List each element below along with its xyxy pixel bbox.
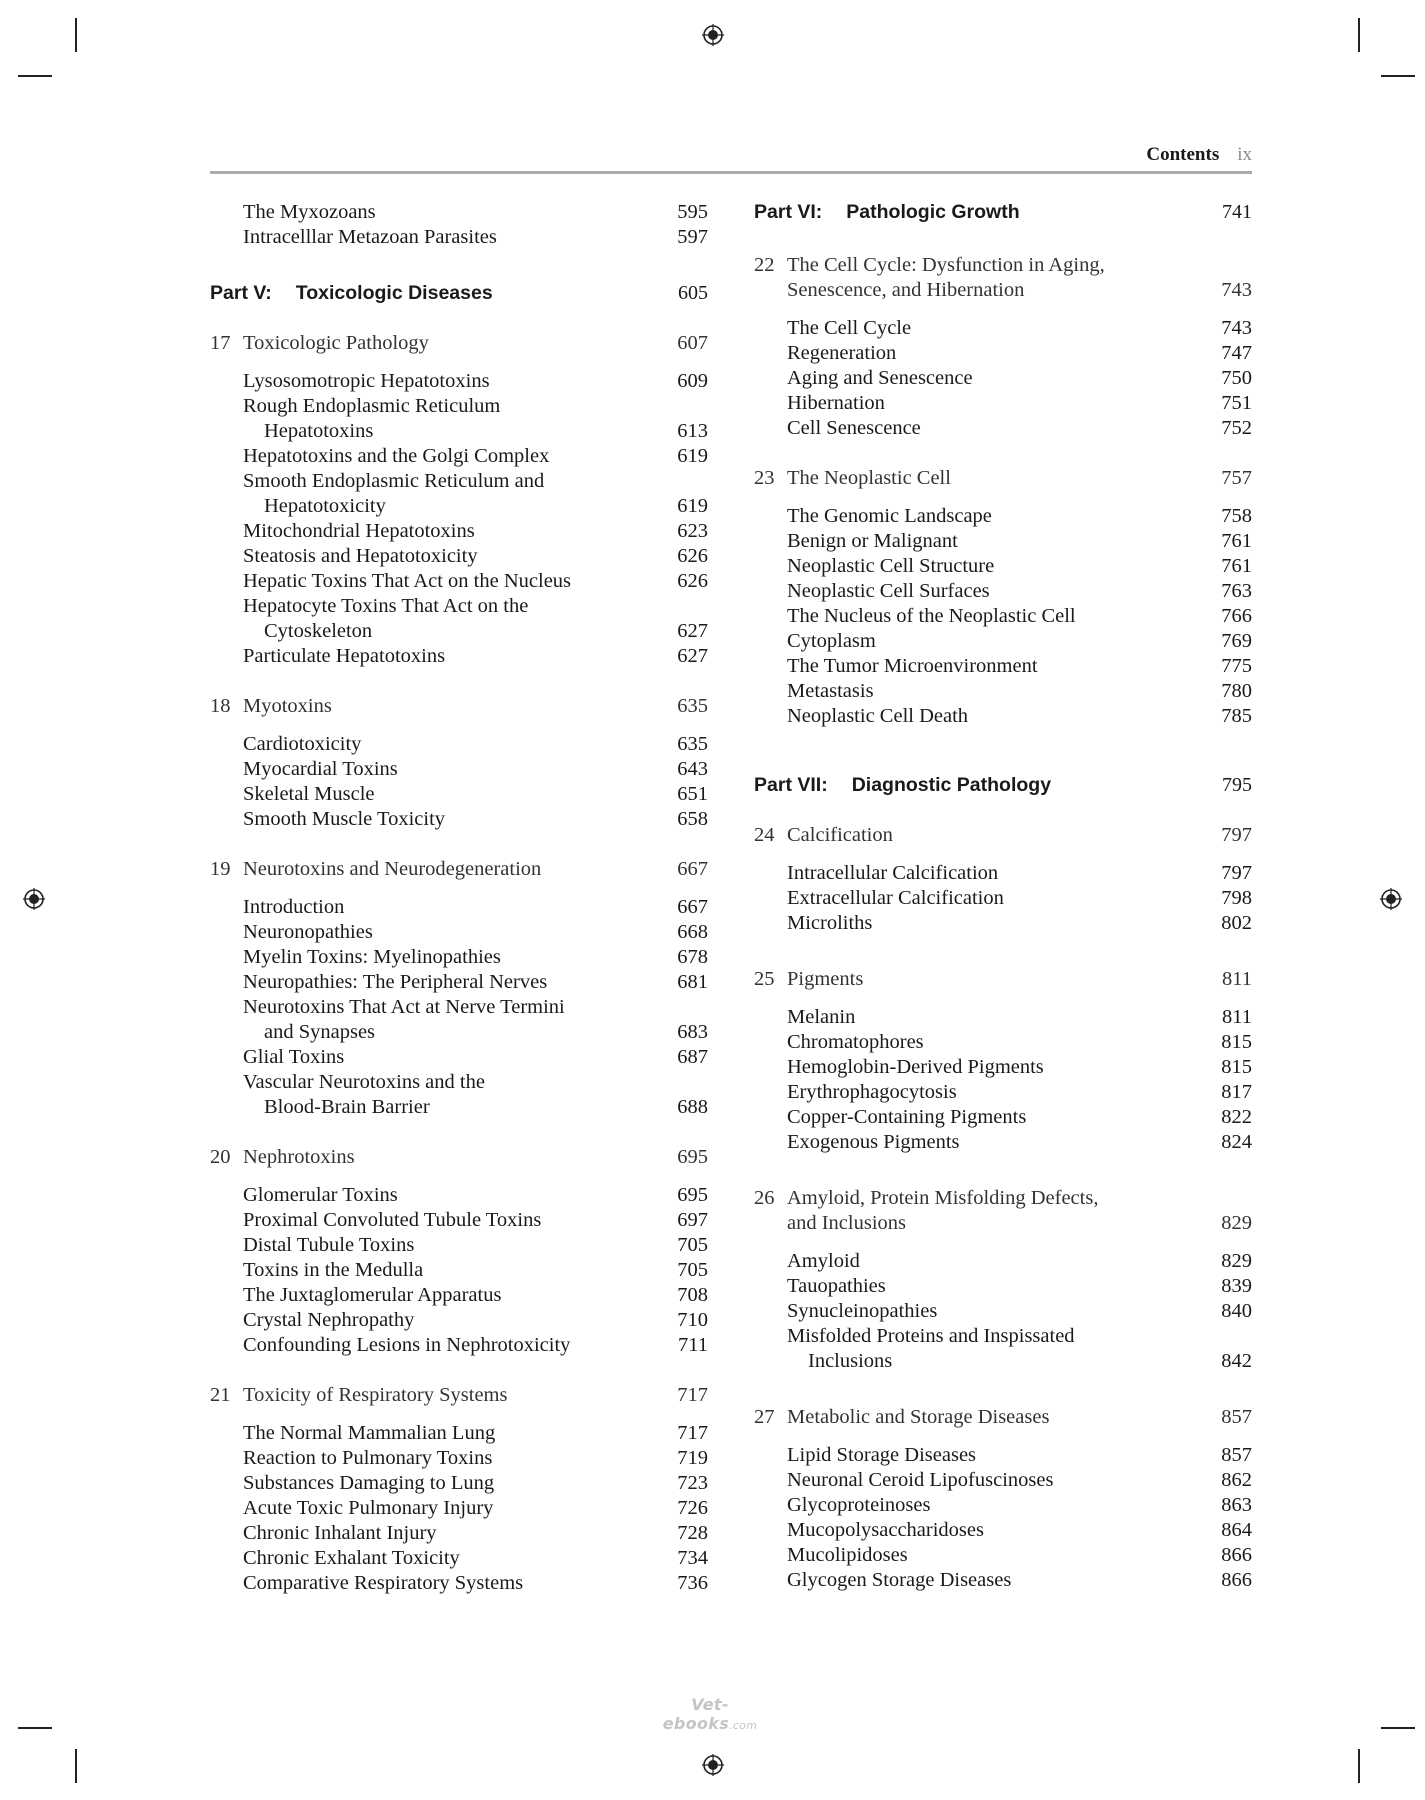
toc-entry[interactable]: Aging and Senescence 750 xyxy=(787,367,1252,389)
toc-entry[interactable]: The Myxozoans 595 xyxy=(243,201,708,223)
running-head xyxy=(210,144,1252,166)
chapter-heading[interactable]: 17 Toxicologic Pathology 607 xyxy=(210,332,708,354)
toc-entry[interactable]: Tauopathies 839 xyxy=(787,1275,1252,1297)
toc-entry[interactable]: Distal Tubule Toxins 705 xyxy=(243,1234,708,1256)
part-label: Part V: xyxy=(210,282,272,304)
toc-entry[interactable]: Mucopolysaccharidoses 864 xyxy=(787,1519,1252,1541)
toc-entry[interactable]: Acute Toxic Pulmonary Injury 726 xyxy=(243,1497,708,1519)
crop-mark xyxy=(1358,18,1360,52)
chapter-heading[interactable]: 18 Myotoxins 635 xyxy=(210,695,708,717)
toc-entry[interactable]: Synucleinopathies 840 xyxy=(787,1300,1252,1322)
toc-entry[interactable]: Hibernation 751 xyxy=(787,392,1252,414)
registration-mark-icon xyxy=(702,1754,724,1776)
toc-entry[interactable]: Neuropathies: The Peripheral Nerves 681 xyxy=(243,971,708,993)
toc-entries-carryover xyxy=(243,200,708,250)
toc-entry[interactable]: Hemoglobin-Derived Pigments 815 xyxy=(787,1056,1252,1078)
toc-entry[interactable]: Benign or Malignant 761 xyxy=(787,530,1252,552)
toc-entry[interactable]: Chromatophores 815 xyxy=(787,1031,1252,1053)
part-title: Pathologic Growth xyxy=(846,201,1020,223)
chapter-section-list xyxy=(243,369,708,669)
toc-entry[interactable]: Confounding Lesions in Nephrotoxicity 711 xyxy=(243,1334,708,1356)
crop-mark xyxy=(75,18,77,52)
part-page: 605 xyxy=(678,282,708,304)
toc-entry[interactable]: Substances Damaging to Lung 723 xyxy=(243,1472,708,1494)
chapter-heading[interactable]: 24 Calcification 797 xyxy=(754,824,1252,846)
toc-entry[interactable]: Lipid Storage Diseases 857 xyxy=(787,1444,1252,1466)
chapter-heading[interactable]: 26 Amyloid, Protein Misfolding Defects, and Inclusions 829 xyxy=(754,1187,1252,1234)
page-folio: ix xyxy=(1237,144,1252,165)
toc-entry[interactable]: Toxins in the Medulla 705 xyxy=(243,1259,708,1281)
toc-entry[interactable]: Copper-Containing Pigments 822 xyxy=(787,1106,1252,1128)
chapter-section-list xyxy=(243,1421,708,1596)
toc-entry[interactable]: Neoplastic Cell Death 785 xyxy=(787,705,1252,727)
chapter-heading[interactable]: 25 Pigments 811 xyxy=(754,968,1252,990)
toc-entry[interactable]: The Normal Mammalian Lung 717 xyxy=(243,1422,708,1444)
toc-entry[interactable]: Cytoplasm 769 xyxy=(787,630,1252,652)
toc-entry[interactable]: Melanin 811 xyxy=(787,1006,1252,1028)
part-label: Part VI: xyxy=(754,201,823,223)
toc-entry[interactable]: Amyloid 829 xyxy=(787,1250,1252,1272)
crop-mark xyxy=(75,1749,77,1783)
toc-entry[interactable]: Cell Senescence 752 xyxy=(787,417,1252,439)
chapter-heading[interactable]: 23 The Neoplastic Cell 757 xyxy=(754,467,1252,489)
toc-column-right xyxy=(754,200,1252,1593)
crop-mark xyxy=(1358,1749,1360,1783)
chapter-section-list xyxy=(787,1005,1252,1155)
toc-entry[interactable]: The Cell Cycle 743 xyxy=(787,317,1252,339)
toc-entry[interactable]: Proximal Convoluted Tubule Toxins 697 xyxy=(243,1209,708,1231)
toc-entry[interactable]: Introduction 667 xyxy=(243,896,708,918)
toc-entry[interactable]: Neuronopathies 668 xyxy=(243,921,708,943)
toc-entry[interactable]: Metastasis 780 xyxy=(787,680,1252,702)
toc-entry[interactable]: Misfolded Proteins and Inspissated Inclusions 842 xyxy=(787,1325,1252,1372)
toc-entry[interactable]: Glycoproteinoses 863 xyxy=(787,1494,1252,1516)
toc-entry[interactable]: Glomerular Toxins 695 xyxy=(243,1184,708,1206)
chapter-heading[interactable]: 20 Nephrotoxins 695 xyxy=(210,1146,708,1168)
part-title: Toxicologic Diseases xyxy=(295,282,493,304)
chapter-heading[interactable]: 22 The Cell Cycle: Dysfunction in Aging, Senescence, and Hibernation 743 xyxy=(754,254,1252,301)
toc-entry[interactable]: Hepatocyte Toxins That Act on the Cytoskeleton 627 xyxy=(243,595,708,642)
toc-entry[interactable]: Comparative Respiratory Systems 736 xyxy=(243,1572,708,1594)
chapter-section-list xyxy=(787,504,1252,729)
header-rule xyxy=(210,171,1252,174)
toc-entry[interactable]: Mucolipidoses 866 xyxy=(787,1544,1252,1566)
toc-entry[interactable]: Neoplastic Cell Structure 761 xyxy=(787,555,1252,577)
chapter-heading[interactable]: 21 Toxicity of Respiratory Systems 717 xyxy=(210,1384,708,1406)
toc-entry[interactable]: Particulate Hepatotoxins 627 xyxy=(243,645,708,667)
toc-entry[interactable]: Neoplastic Cell Surfaces 763 xyxy=(787,580,1252,602)
toc-entry[interactable]: Crystal Nephropathy 710 xyxy=(243,1309,708,1331)
toc-entry[interactable]: Extracellular Calcification 798 xyxy=(787,887,1252,909)
toc-entry[interactable]: Steatosis and Hepatotoxicity 626 xyxy=(243,545,708,567)
toc-entry[interactable]: Glycogen Storage Diseases 866 xyxy=(787,1569,1252,1591)
chapter-heading[interactable]: 19 Neurotoxins and Neurodegeneration 667 xyxy=(210,858,708,880)
toc-entry[interactable]: The Tumor Microenvironment 775 xyxy=(787,655,1252,677)
registration-mark-icon xyxy=(702,24,724,46)
toc-entry[interactable]: Lysosomotropic Hepatotoxins 609 xyxy=(243,370,708,392)
part-title: Diagnostic Pathology xyxy=(851,774,1052,796)
chapter-section-list xyxy=(787,1249,1252,1374)
watermark: Vet-ebooks.com xyxy=(662,1695,758,1733)
part-heading[interactable] xyxy=(754,773,1252,798)
part-page: 795 xyxy=(1222,774,1252,796)
toc-entry[interactable]: Erythrophagocytosis 817 xyxy=(787,1081,1252,1103)
toc-entry[interactable]: Myocardial Toxins 643 xyxy=(243,758,708,780)
toc-entry[interactable]: Hepatic Toxins That Act on the Nucleus 626 xyxy=(243,570,708,592)
part-page: 741 xyxy=(1222,201,1252,223)
toc-entry[interactable]: Intracelllar Metazoan Parasites 597 xyxy=(243,226,708,248)
toc-entry[interactable]: Glial Toxins 687 xyxy=(243,1046,708,1068)
toc-entry[interactable]: Intracellular Calcification 797 xyxy=(787,862,1252,884)
chapter-section-list xyxy=(787,316,1252,441)
toc-entry[interactable]: Skeletal Muscle 651 xyxy=(243,783,708,805)
toc-column-left xyxy=(210,200,708,1596)
toc-entry[interactable]: The Nucleus of the Neoplastic Cell 766 xyxy=(787,605,1252,627)
chapter-section-list xyxy=(243,1183,708,1358)
toc-entry[interactable]: Exogenous Pigments 824 xyxy=(787,1131,1252,1153)
chapter-section-list xyxy=(787,861,1252,936)
toc-entry[interactable]: The Genomic Landscape 758 xyxy=(787,505,1252,527)
chapter-heading[interactable]: 27 Metabolic and Storage Diseases 857 xyxy=(754,1406,1252,1428)
crop-mark xyxy=(1381,75,1415,77)
crop-mark xyxy=(1381,1727,1415,1729)
running-head-title: Contents xyxy=(1146,144,1220,165)
toc-entry[interactable]: Neurotoxins That Act at Nerve Termini and Synapses 683 xyxy=(243,996,708,1043)
toc-entry[interactable]: Microliths 802 xyxy=(787,912,1252,934)
registration-mark-icon xyxy=(23,888,45,910)
toc-entry[interactable]: Chronic Inhalant Injury 728 xyxy=(243,1522,708,1544)
toc-entry[interactable]: Mitochondrial Hepatotoxins 623 xyxy=(243,520,708,542)
part-label: Part VII: xyxy=(754,774,828,796)
toc-entry[interactable]: Smooth Endoplasmic Reticulum and Hepatotoxicity 619 xyxy=(243,470,708,517)
crop-mark xyxy=(18,75,52,77)
chapter-section-list xyxy=(243,895,708,1120)
toc-entry[interactable]: Cardiotoxicity 635 xyxy=(243,733,708,755)
part-heading[interactable] xyxy=(210,281,708,306)
registration-mark-icon xyxy=(1380,888,1402,910)
toc-entry[interactable]: Reaction to Pulmonary Toxins 719 xyxy=(243,1447,708,1469)
chapter-section-list xyxy=(787,1443,1252,1593)
toc-entry[interactable]: Vascular Neurotoxins and the Blood-Brain Barrier 688 xyxy=(243,1071,708,1118)
toc-entry[interactable]: Rough Endoplasmic Reticulum Hepatotoxins 613 xyxy=(243,395,708,442)
part-heading[interactable] xyxy=(754,200,1252,225)
toc-entry[interactable]: The Juxtaglomerular Apparatus 708 xyxy=(243,1284,708,1306)
toc-entry[interactable]: Myelin Toxins: Myelinopathies 678 xyxy=(243,946,708,968)
chapter-section-list xyxy=(243,732,708,832)
crop-mark xyxy=(18,1727,52,1729)
toc-entry[interactable]: Regeneration 747 xyxy=(787,342,1252,364)
toc-entry[interactable]: Smooth Muscle Toxicity 658 xyxy=(243,808,708,830)
toc-entry[interactable]: Neuronal Ceroid Lipofuscinoses 862 xyxy=(787,1469,1252,1491)
toc-entry[interactable]: Hepatotoxins and the Golgi Complex 619 xyxy=(243,445,708,467)
toc-entry[interactable]: Chronic Exhalant Toxicity 734 xyxy=(243,1547,708,1569)
